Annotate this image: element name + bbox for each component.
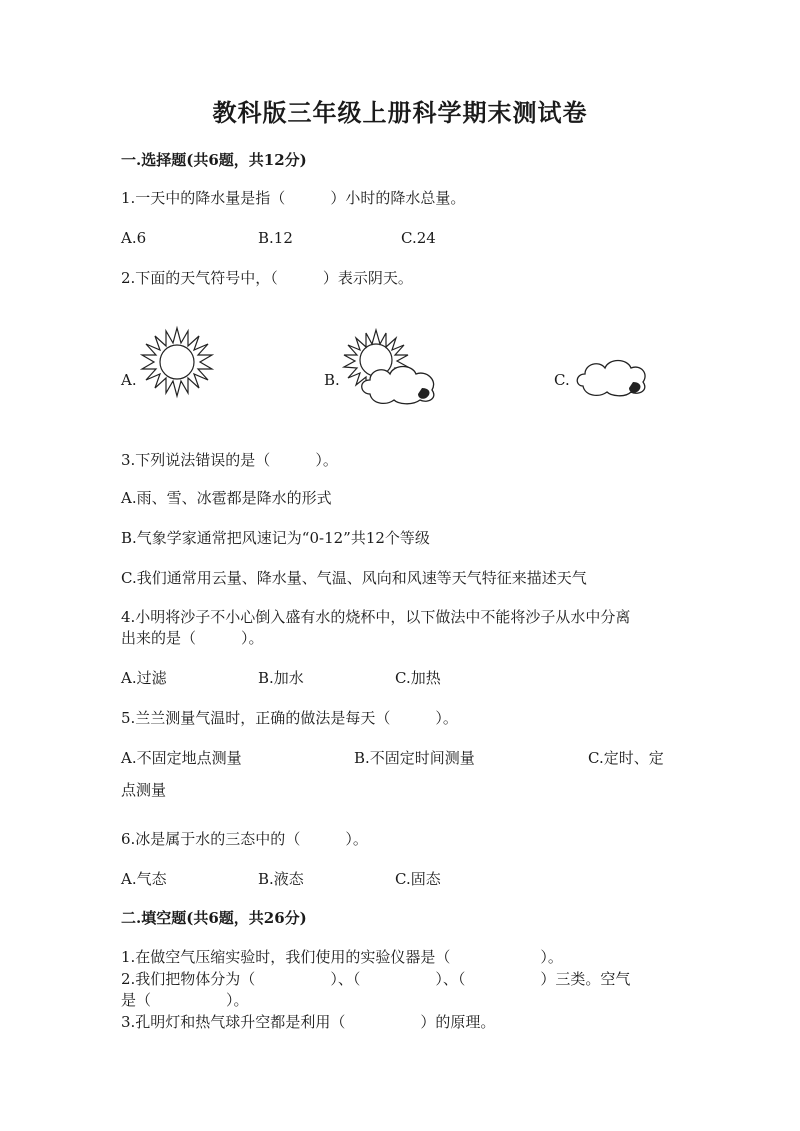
q2-option-a: A. [121, 371, 137, 389]
question-4-line-2: 出来的是（ ）。 [121, 629, 264, 647]
q1-option-c: C.24 [401, 229, 436, 247]
question-1: 1.一天中的降水量是指（ ）小时的降水总量。 [121, 189, 466, 207]
q5-option-c-line-2: 点测量 [121, 781, 167, 799]
q3-option-c: C.我们通常用云量、降水量、气温、风向和风速等天气特征来描述天气 [121, 569, 587, 587]
fill-question-3: 3.孔明灯和热气球升空都是利用（ ）的原理。 [121, 1013, 496, 1031]
q2-option-c: C. [554, 371, 570, 389]
section-heading-fill: 二.填空题(共6题，共26分) [121, 909, 307, 927]
cloud-icon [573, 352, 649, 398]
q2-option-b: B. [324, 371, 340, 389]
question-4-line-1: 4.小明将沙子不小心倒入盛有水的烧杯中，以下做法中不能将沙子从水中分离 [121, 608, 631, 626]
q3-option-b: B.气象学家通常把风速记为“0-12”共12个等级 [121, 529, 430, 547]
q1-option-b: B.12 [258, 229, 293, 247]
question-5: 5.兰兰测量气温时，正确的做法是每天（ ）。 [121, 709, 458, 727]
q4-option-b: B.加水 [258, 669, 304, 687]
q6-option-a: A.气态 [121, 870, 167, 888]
q3-option-a: A.雨、雪、冰雹都是降水的形式 [121, 489, 332, 507]
q1-option-a: A.6 [121, 229, 147, 247]
question-2: 2.下面的天气符号中，（ ）表示阴天。 [121, 269, 413, 287]
q4-option-c: C.加热 [395, 669, 441, 687]
question-6: 6.冰是属于水的三态中的（ ）。 [121, 830, 368, 848]
q5-option-a: A.不固定地点测量 [121, 749, 242, 767]
q6-option-c: C.固态 [395, 870, 441, 888]
fill-question-2-line-2: 是（ ）。 [121, 991, 249, 1009]
fill-question-1: 1.在做空气压缩实验时，我们使用的实验仪器是（ ）。 [121, 948, 563, 966]
sun-icon [140, 325, 214, 399]
q5-option-b: B.不固定时间测量 [354, 749, 475, 767]
sun-behind-cloud-icon [342, 328, 442, 408]
q5-option-c-line-1: C.定时、定 [588, 749, 664, 767]
section-heading-choice: 一.选择题(共6题，共12分) [121, 151, 307, 169]
q4-option-a: A.过滤 [121, 669, 167, 687]
fill-question-2-line-1: 2.我们把物体分为（ ）、（ ）、（ ）三类。空气 [121, 970, 631, 988]
question-3: 3.下列说法错误的是（ ）。 [121, 451, 338, 469]
page-title: 教科版三年级上册科学期末测试卷 [212, 98, 588, 127]
q6-option-b: B.液态 [258, 870, 304, 888]
